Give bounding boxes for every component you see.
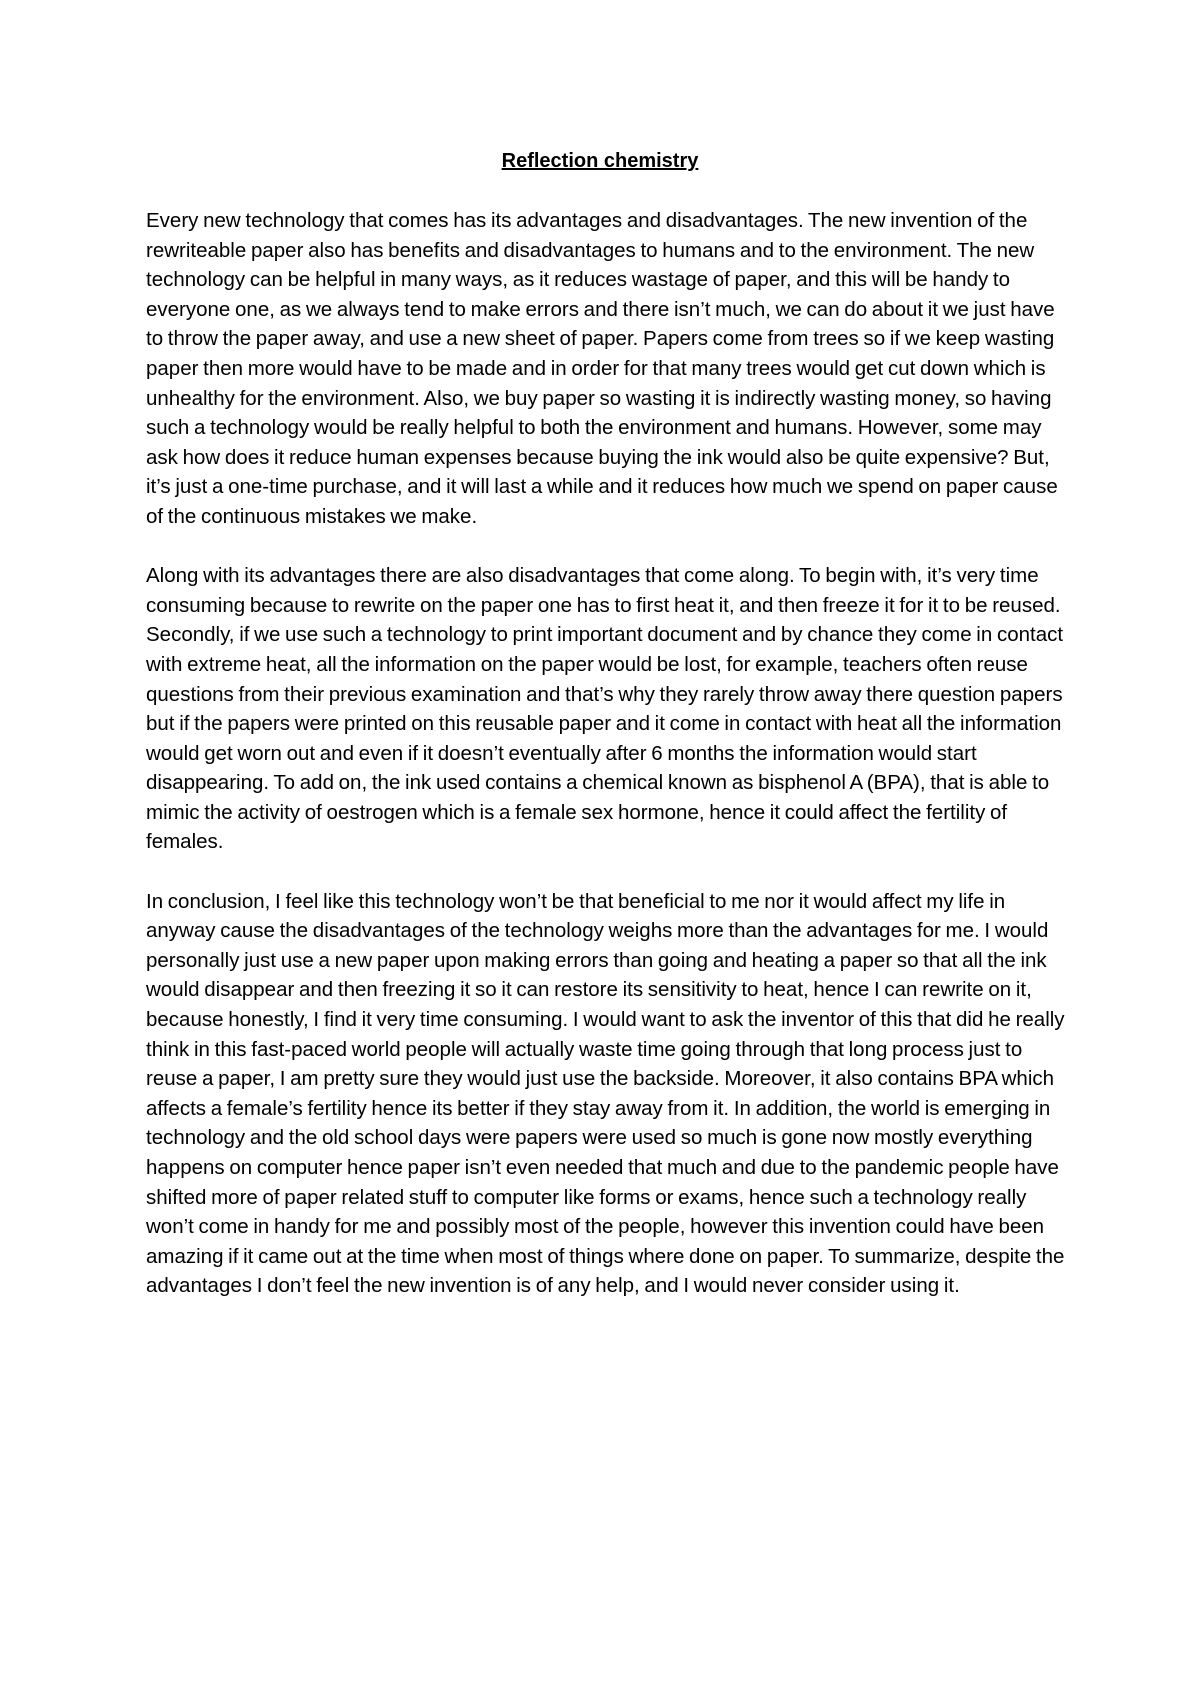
- document-title: Reflection chemistry: [501, 150, 699, 172]
- document-body: [146, 206, 1066, 1331]
- paragraph-conclusion: In conclusion, I feel like this technology won’t be that beneficial to me nor it would affect my life in anyway cause the disadvantages of the technology weighs more than the advantages for me. I would personally just use a new paper upon making errors than going and heating a paper so that all the ink would disappear and then freezing it so it can restore its sensitivity to heat, hence I can rewrite on it, because honestly, I find it very time consuming. I would want to ask the inventor of this that did he really think in this fast-paced world people will actually waste time going through that long process just to reuse a paper, I am pretty sure they would just use the backside. Moreover, it also contains BPA which affects a female’s fertility hence its better if they stay away from it. In addition, the world is emerging in technology and the old school days were papers were used so much is gone now mostly everything happens on computer hence paper isn’t even needed that much and due to the pandemic people have shifted more of paper related stuff to computer like forms or exams, hence such a technology really won’t come in handy for me and possibly most of the people, however this invention could have been amazing if it came out at the time when most of things where done on paper. To summarize, despite the advantages I don’t feel the new invention is of any help, and I would never consider using it.: [146, 889, 1065, 1298]
- paragraph-disadvantages: Along with its advantages there are also disadvantages that come along. To begin with, it’s very time consuming because to rewrite on the paper one has to first heat it, and then freeze it for it to be reused. Secondly, if we use such a technology to print important document and by chance they come in contact with extreme heat, all the information on the paper would be lost, for example, teachers often reuse questions from their previous examination and that’s why they rarely throw away there question papers but if the papers were printed on this reusable paper and it come in contact with heat all the information would get worn out and even if it doesn’t eventually after 6 months the information would start disappearing. To add on, the ink used contains a chemical known as bisphenol A (BPA), that is able to mimic the activity of oestrogen which is a female sex hormone, hence it could affect the fertility of females.: [146, 564, 1064, 854]
- paragraph-advantages: Every new technology that comes has its advantages and disadvantages. The new invention of the rewriteable paper also has benefits and disadvantages to humans and to the environment. The new technology can be helpful in many ways, as it reduces wastage of paper, and this will be handy to everyone one, as we always tend to make errors and there isn’t much, we can do about it we just have to throw the paper away, and use a new sheet of paper. Papers come from trees so if we keep wasting paper then more would have to be made and in order for that many trees would get cut down which is unhealthy for the environment. Also, we buy paper so wasting it is indirectly wasting money, so having such a technology would be really helpful to both the environment and humans. However, some may ask how does it reduce human expenses because buying the ink would also be quite expensive? But, it’s just a one-time purchase, and it will last a while and it reduces how much we spend on paper cause of the continuous mistakes we make.: [146, 209, 1058, 528]
